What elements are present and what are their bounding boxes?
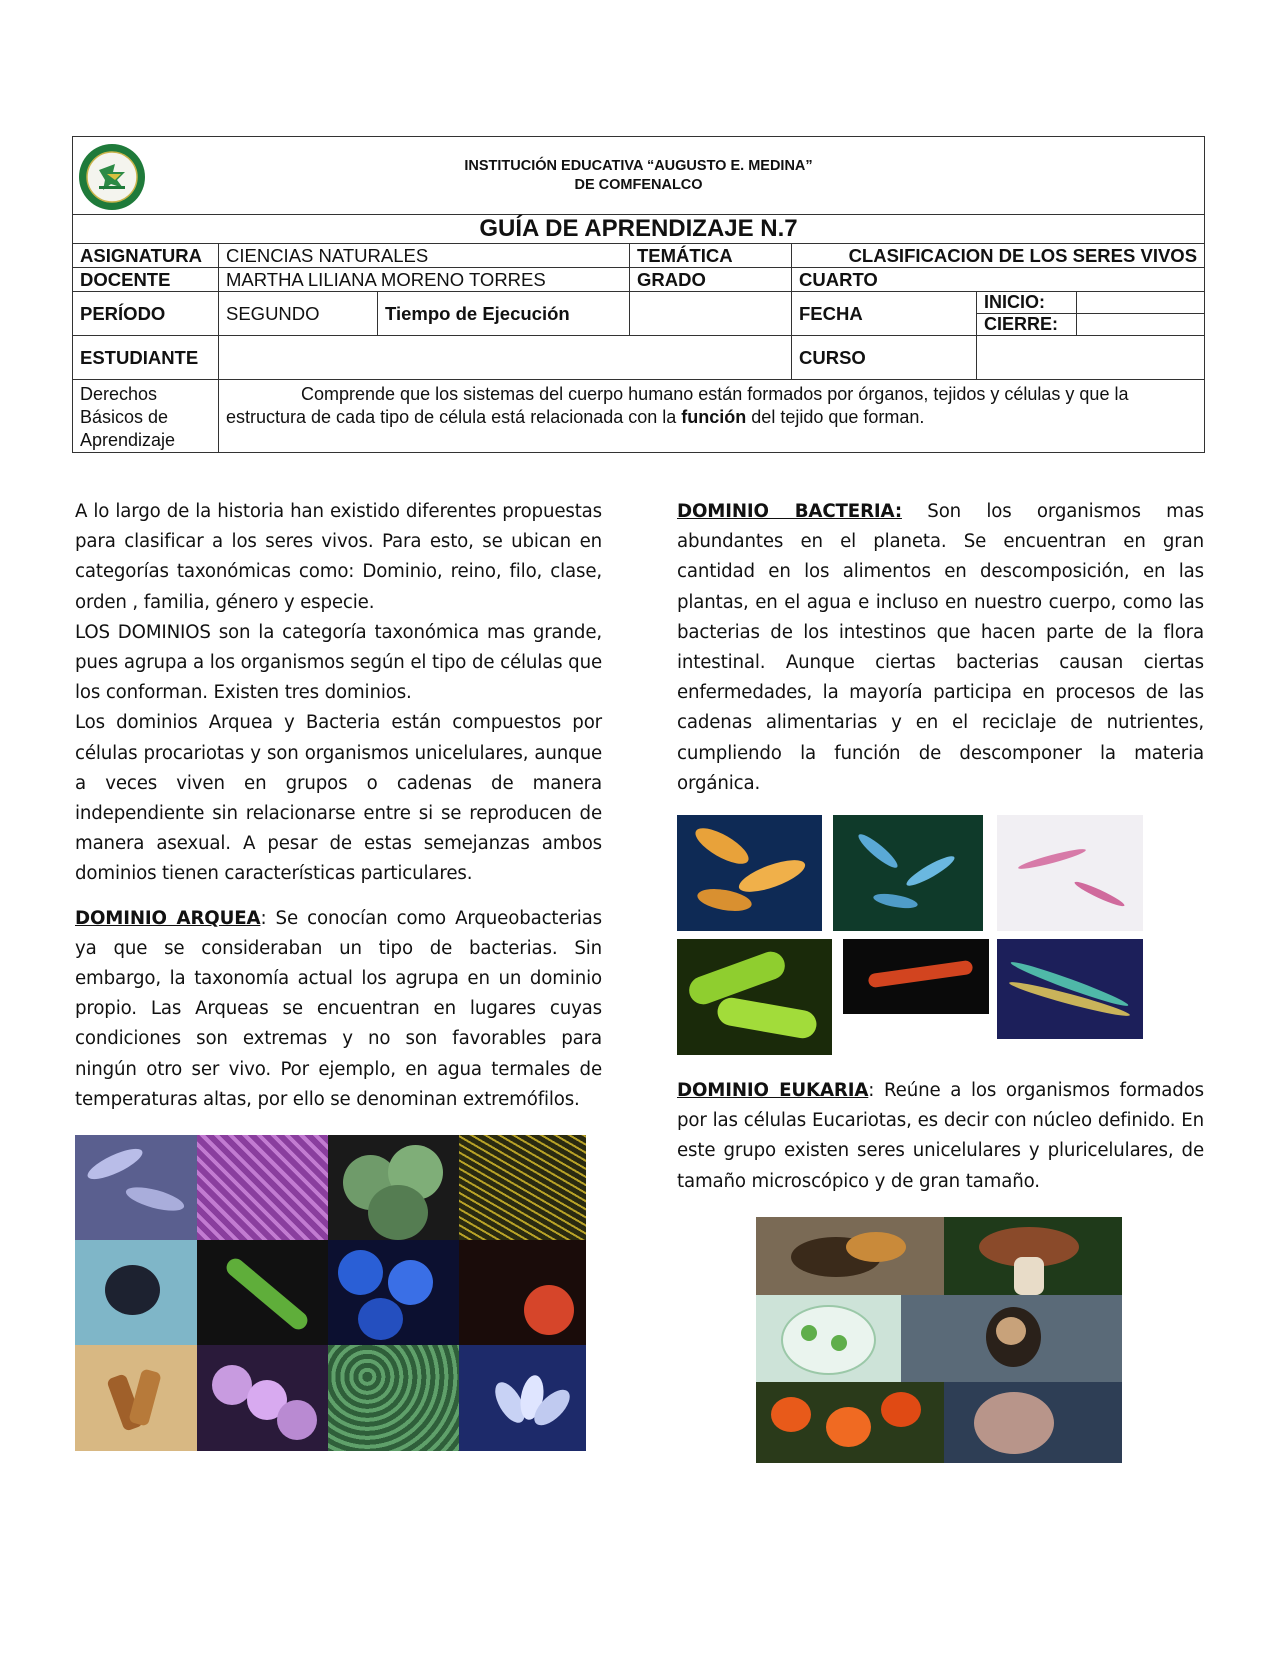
eukaria-text: : Reúne a los organismos formados por las células Eucariotas, es decir con núcleo definido. En este grupo existen seres unicelulares y pluricelulares, de tamaño microscópico y de gran tamaño.	[677, 1080, 1205, 1192]
dominios-paragraph: LOS DOMINIOS son la categoría taxonómica mas grande, pues agrupa a los organismos según el tipo de células que los conforman. Existen tres dominios.	[75, 621, 602, 704]
archaea-tile-2	[197, 1135, 328, 1240]
bacteria-tile-2	[833, 815, 983, 931]
fecha-label: FECHA	[792, 292, 977, 336]
curso-value[interactable]	[977, 336, 1205, 380]
eukaria-paragraph	[677, 1076, 1204, 1197]
asignatura-value: CIENCIAS NATURALES	[219, 244, 630, 268]
bacteria-image-mosaic	[677, 815, 1143, 1055]
institution-subname: DE COMFENALCO	[574, 176, 703, 193]
periodo-label: PERÍODO	[73, 292, 219, 336]
archaea-tile-6	[197, 1240, 328, 1345]
curso-label: CURSO	[792, 336, 977, 380]
eukaria-heading: DOMINIO EUKARIA	[677, 1080, 869, 1101]
school-logo-icon	[77, 142, 147, 212]
grado-value: CUARTO	[792, 268, 1205, 292]
inicio-label: INICIO:	[977, 292, 1077, 314]
inicio-value[interactable]	[1077, 292, 1205, 314]
dba-text-bold: función	[681, 407, 747, 428]
right-column-top	[677, 497, 1204, 799]
archaea-tile-8	[459, 1240, 586, 1345]
bacteria-paragraph	[677, 497, 1204, 799]
archaea-tile-12	[459, 1345, 586, 1451]
tematica-label: TEMÁTICA	[630, 244, 792, 268]
arquea-paragraph	[75, 904, 602, 1115]
eukaria-tile-insect	[756, 1217, 944, 1295]
archaea-tile-7	[328, 1240, 459, 1345]
archaea-tile-10	[197, 1345, 328, 1451]
guide-title: GUÍA DE APRENDIZAJE N.7	[73, 215, 1205, 244]
eukaria-tile-chimp	[901, 1295, 1122, 1382]
bacteria-heading: DOMINIO BACTERIA:	[677, 501, 902, 522]
bacteria-text: Son los organismos mas abundantes en el planeta. Se encuentran en gran cantidad en los alimentos en descomposición, en las plantas, en el agua e incluso en nuestro cuerpo, como las bacterias de los intestinos que hacen parte de la flora intestinal. Aunque ciertas bacterias causan ciertas enfermedades, la mayoría participa en procesos de las cadenas alimentarias y en el reciclaje de nutrientes, cumpliendo la función de descomponer la materia orgánica.	[677, 501, 1205, 794]
tematica-value: CLASIFICACION DE LOS SERES VIVOS	[792, 244, 1205, 268]
bacteria-tile-1	[677, 815, 822, 931]
estudiante-value[interactable]	[219, 336, 792, 380]
arquea-heading: DOMINIO ARQUEA	[75, 907, 261, 929]
archaea-image-mosaic	[75, 1135, 586, 1451]
grado-label: GRADO	[630, 268, 792, 292]
docente-value: MARTHA LILIANA MORENO TORRES	[219, 268, 630, 292]
dba-label: Derechos Básicos de Aprendizaje	[73, 380, 219, 453]
docente-label: DOCENTE	[73, 268, 219, 292]
intro-paragraph: A lo largo de la historia han existido diferentes propuestas para clasificar a los seres vivos. Para esto, se ubican en categorías taxonómicas como: Dominio, reino, filo, clase, orden , familia, género y especie.	[75, 501, 602, 613]
institution-name: INSTITUCIÓN EDUCATIVA “AUGUSTO E. MEDINA”	[464, 158, 813, 175]
archaea-tile-3	[328, 1135, 459, 1240]
cierre-label: CIERRE:	[977, 314, 1077, 336]
archaea-tile-9	[75, 1345, 197, 1451]
eukaria-tile-flowers	[756, 1382, 944, 1463]
tiempo-label: Tiempo de Ejecución	[378, 292, 630, 336]
left-column	[75, 497, 602, 1115]
dba-text	[219, 380, 1205, 453]
eukaria-image-mosaic	[756, 1217, 1122, 1463]
dba-text-end: del tejido que forman.	[746, 407, 925, 428]
archaea-tile-1	[75, 1135, 197, 1240]
bacteria-tile-6	[997, 939, 1143, 1039]
archaea-tile-11	[328, 1345, 459, 1451]
estudiante-label: ESTUDIANTE	[73, 336, 219, 380]
eukaria-tile-algae	[756, 1295, 901, 1382]
procariotas-paragraph: Los dominios Arquea y Bacteria están compuestos por células procariotas y son organismos unicelulares, aunque a veces viven en grupos o cadenas de manera independiente sin relacionarse entre si se reproducen de manera asexual. A pesar de estas semejanzas ambos dominios tienen características particulares.	[75, 712, 602, 885]
tiempo-value[interactable]	[630, 292, 792, 336]
arquea-text: : Se conocían como Arqueobacterias ya que se consideraban un tipo de bacterias. Sin embargo, la taxonomía actual los agrupa en un dominio propio. Las Arqueas se encuentran en lugares cuyas condiciones son extremas y no son favorables para ningún otro ser vivo. Por ejemplo, en agua termales de temperaturas altas, por ello se denominan extremófilos.	[75, 907, 603, 1110]
dba-text-start: Comprende que los sistemas del cuerpo humano están formados por órganos, tejidos y células y que la estructura de cada tipo de célula está relacionada con la	[226, 384, 1129, 428]
eukaria-tile-mushroom	[944, 1217, 1122, 1295]
bacteria-tile-3	[997, 815, 1143, 931]
eukaria-tile-cell	[944, 1382, 1122, 1463]
archaea-tile-5	[75, 1240, 197, 1345]
cierre-value[interactable]	[1077, 314, 1205, 336]
periodo-value: SEGUNDO	[219, 292, 378, 336]
archaea-tile-4	[459, 1135, 586, 1240]
institution-cell	[73, 137, 1205, 215]
asignatura-label: ASIGNATURA	[73, 244, 219, 268]
header-table	[72, 136, 1205, 453]
bacteria-tile-4	[677, 939, 832, 1055]
right-column-bottom	[677, 1076, 1204, 1197]
bacteria-tile-5	[843, 939, 989, 1014]
